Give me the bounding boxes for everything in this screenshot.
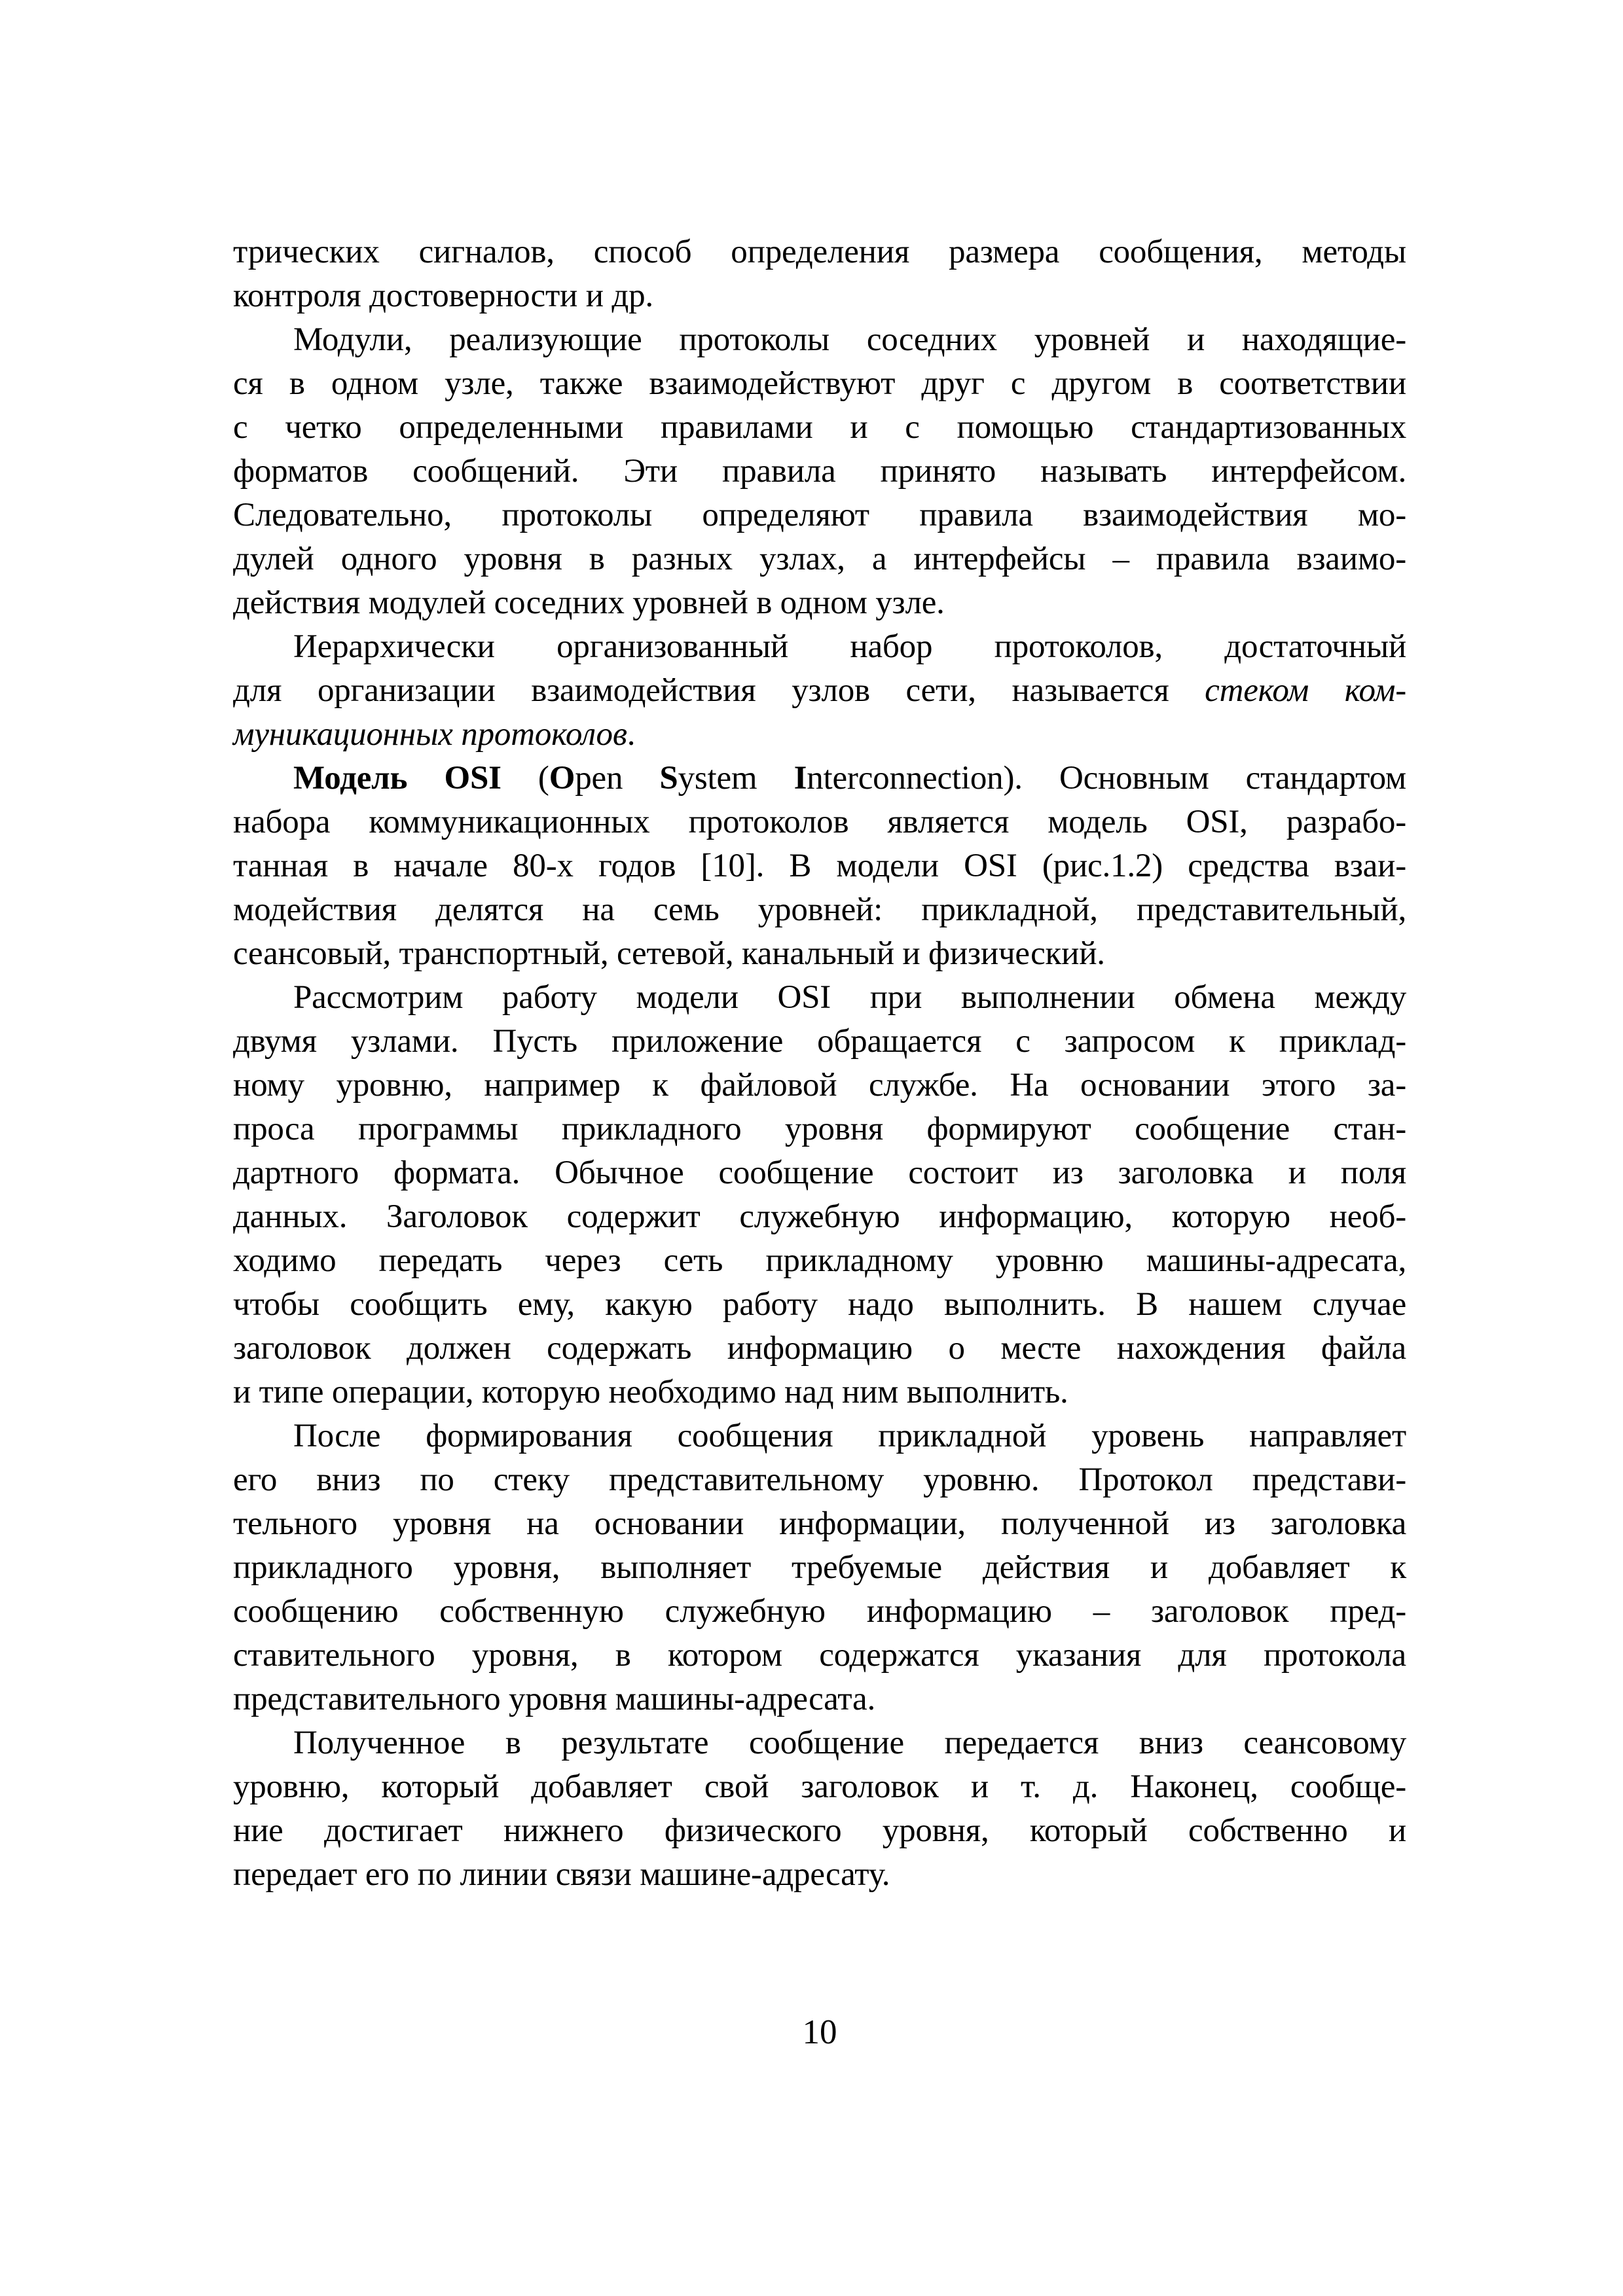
text-line xyxy=(233,362,1406,406)
body-text: передает его по линии связи машине-адресату. xyxy=(233,1856,890,1893)
body-text: и типе операции, которую необходимо над ним выполнить. xyxy=(233,1374,1068,1410)
body-text: Модули, реализующие протоколы соседних уровней и находящие- xyxy=(293,321,1406,358)
text-line xyxy=(233,713,1406,757)
body-text: ходимо передать через сеть прикладному уровню машины-адресата, xyxy=(233,1242,1406,1279)
body-text: модействия делятся на семь уровней: прикладной, представительный, xyxy=(233,891,1406,928)
body-text: трических сигналов, способ определения размера сообщения, методы xyxy=(233,234,1406,270)
text-line xyxy=(233,1590,1406,1634)
text-line xyxy=(233,1151,1406,1195)
body-text: для организации взаимодействия узлов сети, называется xyxy=(233,672,1205,709)
text-line xyxy=(233,888,1406,932)
body-text: его вниз по стеку представительному уровню. Протокол представи- xyxy=(233,1462,1406,1498)
text-line xyxy=(233,406,1406,450)
text-line xyxy=(233,274,1406,318)
text-line xyxy=(233,625,1406,669)
paragraph xyxy=(233,318,1406,625)
body-text: прикладного уровня, выполняет требуемые действия и добавляет к xyxy=(233,1549,1406,1586)
body-text: Рассмотрим работу модели OSI при выполнении обмена между xyxy=(293,979,1406,1016)
body-text: заголовок должен содержать информацию о месте нахождения файла xyxy=(233,1330,1406,1367)
body-text: двумя узлами. Пусть приложение обращается с запросом к приклад- xyxy=(233,1023,1406,1060)
body-text: проса программы прикладного уровня формируют сообщение стан- xyxy=(233,1111,1406,1147)
text-line xyxy=(233,1502,1406,1546)
page-number: 10 xyxy=(802,2013,837,2051)
body-text: представительного уровня машины-адресата. xyxy=(233,1681,875,1717)
text-line xyxy=(233,1107,1406,1151)
body-text: дулей одного уровня в разных узлах, а интерфейсы – правила взаимо- xyxy=(233,541,1406,577)
body-text: танная в начале 80-х годов [10]. В модели OSI (рис.1.2) средства взаи- xyxy=(233,848,1406,884)
paragraph xyxy=(233,1721,1406,1897)
body-text: уровню, который добавляет свой заголовок и т. д. Наконец, сообще- xyxy=(233,1768,1406,1805)
text-line xyxy=(233,1546,1406,1590)
text-line xyxy=(233,1677,1406,1721)
body-text: pen xyxy=(575,760,660,797)
body-text: ( xyxy=(538,760,549,797)
body-text: ние достигает нижнего физического уровня, который собственно и xyxy=(233,1812,1406,1849)
body-text: Иерархически организованный набор протоколов, достаточный xyxy=(293,628,1406,665)
body-text: . xyxy=(627,716,636,753)
body-text: форматов сообщений. Эти правила принято называть интерфейсом. xyxy=(233,453,1406,490)
body-text: После формирования сообщения прикладной уровень направляет xyxy=(293,1418,1406,1454)
text-line xyxy=(233,450,1406,493)
text-line xyxy=(233,1458,1406,1502)
text-line xyxy=(233,1195,1406,1239)
paragraph xyxy=(233,976,1406,1414)
text-line xyxy=(233,537,1406,581)
paragraph xyxy=(233,625,1406,757)
bold-text: I xyxy=(793,760,807,797)
body-text: дартного формата. Обычное сообщение состоит из заголовка и поля xyxy=(233,1155,1406,1191)
body-text: сообщению собственную служебную информацию – заголовок пред- xyxy=(233,1593,1406,1630)
body-text: ystem xyxy=(678,760,794,797)
body-text: действия модулей соседних уровней в одном узле. xyxy=(233,584,945,621)
text-line xyxy=(233,1064,1406,1107)
text-line xyxy=(233,1634,1406,1677)
italic-text: стеком ком- xyxy=(1205,672,1406,709)
text-line xyxy=(233,976,1406,1020)
text-line xyxy=(233,800,1406,844)
italic-text: муникационных протоколов xyxy=(233,716,627,753)
body-text: Полученное в результате сообщение передается вниз сеансовому xyxy=(293,1725,1406,1761)
paragraph xyxy=(233,230,1406,318)
body-text: данных. Заголовок содержит служебную информацию, которую необ- xyxy=(233,1198,1406,1235)
body-text: с четко определенными правилами и с помощью стандартизованных xyxy=(233,409,1406,446)
text-line xyxy=(233,493,1406,537)
bold-text: O xyxy=(549,760,575,797)
body-text: ставительного уровня, в котором содержатся указания для протокола xyxy=(233,1637,1406,1674)
text-line xyxy=(233,1239,1406,1283)
text-content xyxy=(233,230,1406,1897)
text-line xyxy=(233,1853,1406,1897)
text-line xyxy=(233,844,1406,888)
text-line xyxy=(233,318,1406,362)
body-text: сеансовый, транспортный, сетевой, канальный и физический. xyxy=(233,935,1105,972)
text-line xyxy=(233,230,1406,274)
text-line xyxy=(233,1020,1406,1064)
text-line xyxy=(233,1327,1406,1371)
body-text: чтобы сообщить ему, какую работу надо выполнить. В нашем случае xyxy=(233,1286,1406,1323)
text-line xyxy=(233,669,1406,713)
text-line xyxy=(233,932,1406,976)
text-line xyxy=(233,757,1406,800)
body-text: nterconnection). Основным стандартом xyxy=(807,760,1406,797)
text-line xyxy=(233,1371,1406,1414)
body-text: набора коммуникационных протоколов является модель OSI, разрабо- xyxy=(233,804,1406,840)
body-text: ся в одном узле, также взаимодействуют друг с другом в соответствии xyxy=(233,365,1406,402)
body-text: Следовательно, протоколы определяют правила взаимодействия мо- xyxy=(233,497,1406,533)
bold-text: S xyxy=(659,760,678,797)
text-line xyxy=(233,1809,1406,1853)
text-line xyxy=(233,1414,1406,1458)
body-text: тельного уровня на основании информации, полученной из заголовка xyxy=(233,1505,1406,1542)
text-line xyxy=(233,581,1406,625)
paragraph xyxy=(233,1414,1406,1721)
paragraph xyxy=(233,757,1406,976)
text-line xyxy=(233,1283,1406,1327)
body-text: контроля достоверности и др. xyxy=(233,278,653,314)
body-text: ному уровню, например к файловой службе. На основании этого за- xyxy=(233,1067,1406,1103)
text-line xyxy=(233,1765,1406,1809)
bold-text: Модель OSI xyxy=(293,760,538,797)
text-line xyxy=(233,1721,1406,1765)
